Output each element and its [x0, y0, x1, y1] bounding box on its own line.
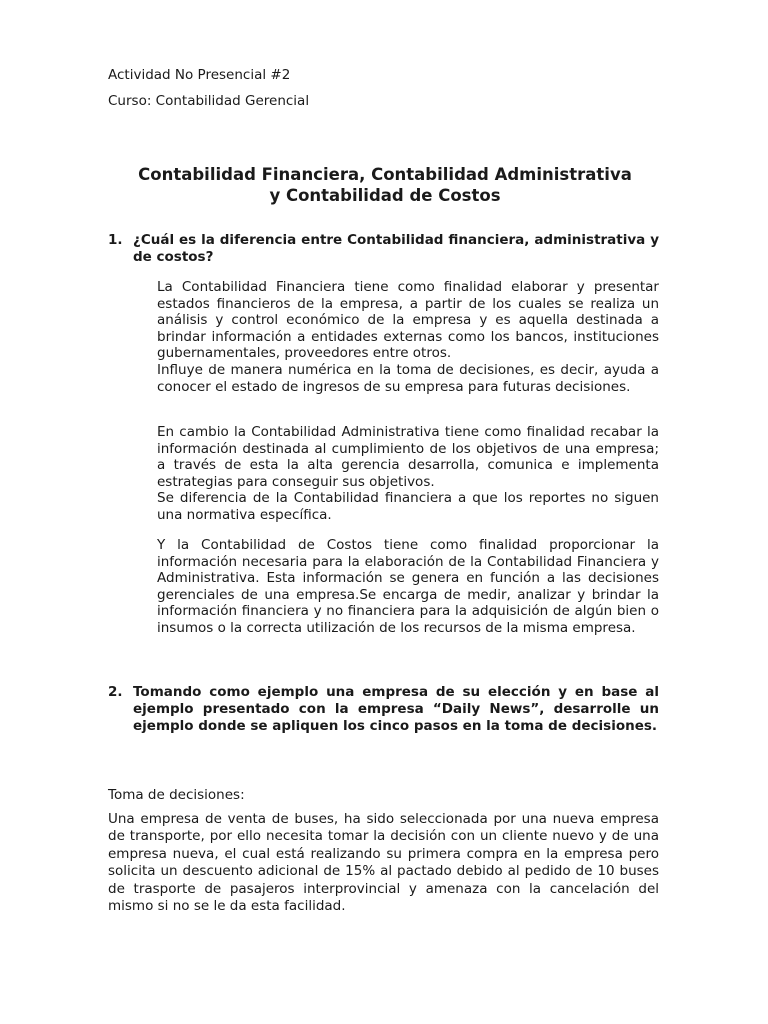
answer-1-paragraph-3: En cambio la Contabilidad Administrativa tiene como finalidad recabar la información destinada al cumplimiento de los objetivos de una empresa; a través de esta la alta gerencia desarrolla, comunica e implementa estrategias para conseguir sus objetivos. [157, 424, 659, 490]
question-2-text: Tomando como ejemplo una empresa de su elección y en base al ejemplo presentado con la empresa “Daily News”, desarrolle un ejemplo donde se apliquen los cinco pasos en la toma de decisiones. [133, 684, 659, 734]
section-label: Toma de decisiones: [108, 787, 245, 803]
answer-1-paragraph-2: Influye de manera numérica en la toma de decisiones, es decir, ayuda a conocer el estado de ingresos de su empresa para futuras decisiones. [157, 361, 659, 395]
course-label: Curso: Contabilidad Gerencial [108, 93, 310, 109]
document-title [100, 164, 670, 206]
answer-1-paragraph-5: Y la Contabilidad de Costos tiene como finalidad proporcionar la información necesaria para la elaboración de la Contabilidad Financiera y Administrativa. Esta información se genera en función a las decisiones gerenciales de una empresa.Se encarga de medir, analizar y brindar la información financiera y no financiera para la adquisición de algún bien o insumos o la correcta utilización de los recursos de la misma empresa. [157, 537, 659, 636]
question-2-number: 2. [108, 684, 123, 700]
answer-1-block-financiera [157, 279, 659, 395]
answer-1-block-administrativa [157, 424, 659, 524]
question-1 [108, 232, 659, 266]
activity-label: Actividad No Presencial #2 [108, 67, 291, 83]
title-line-2: y Contabilidad de Costos [269, 186, 501, 205]
answer-1-paragraph-4: Se diferencia de la Contabilidad financiera a que los reportes no siguen una normativa específica. [157, 490, 659, 523]
answer-1-paragraph-1: La Contabilidad Financiera tiene como finalidad elaborar y presentar estados financieros de la empresa, a partir de los cuales se realiza un análisis y control económico de la empresa y es aquella destinada a brindar información a entidades externas como los bancos, instituciones gubernamentales, proveedores entre otros. [157, 279, 659, 362]
question-2 [108, 684, 659, 735]
section-paragraph: Una empresa de venta de buses, ha sido seleccionada por una nueva empresa de transporte, por ello necesita tomar la decisión con un cliente nuevo y de una empresa nueva, el cual está realizando su primera compra en la empresa pero solicita un descuento adicional de 15% al pactado debido al pedido de 10 buses de trasporte de pasajeros interprovincial y amenaza con la cancelación del mismo si no se le da esta facilidad. [108, 811, 659, 915]
answer-1-block-costos [157, 537, 659, 637]
question-1-number: 1. [108, 232, 123, 248]
question-1-text: ¿Cuál es la diferencia entre Contabilidad financiera, administrativa y de costos? [133, 232, 659, 265]
title-line-1: Contabilidad Financiera, Contabilidad Administrativa [138, 165, 632, 184]
